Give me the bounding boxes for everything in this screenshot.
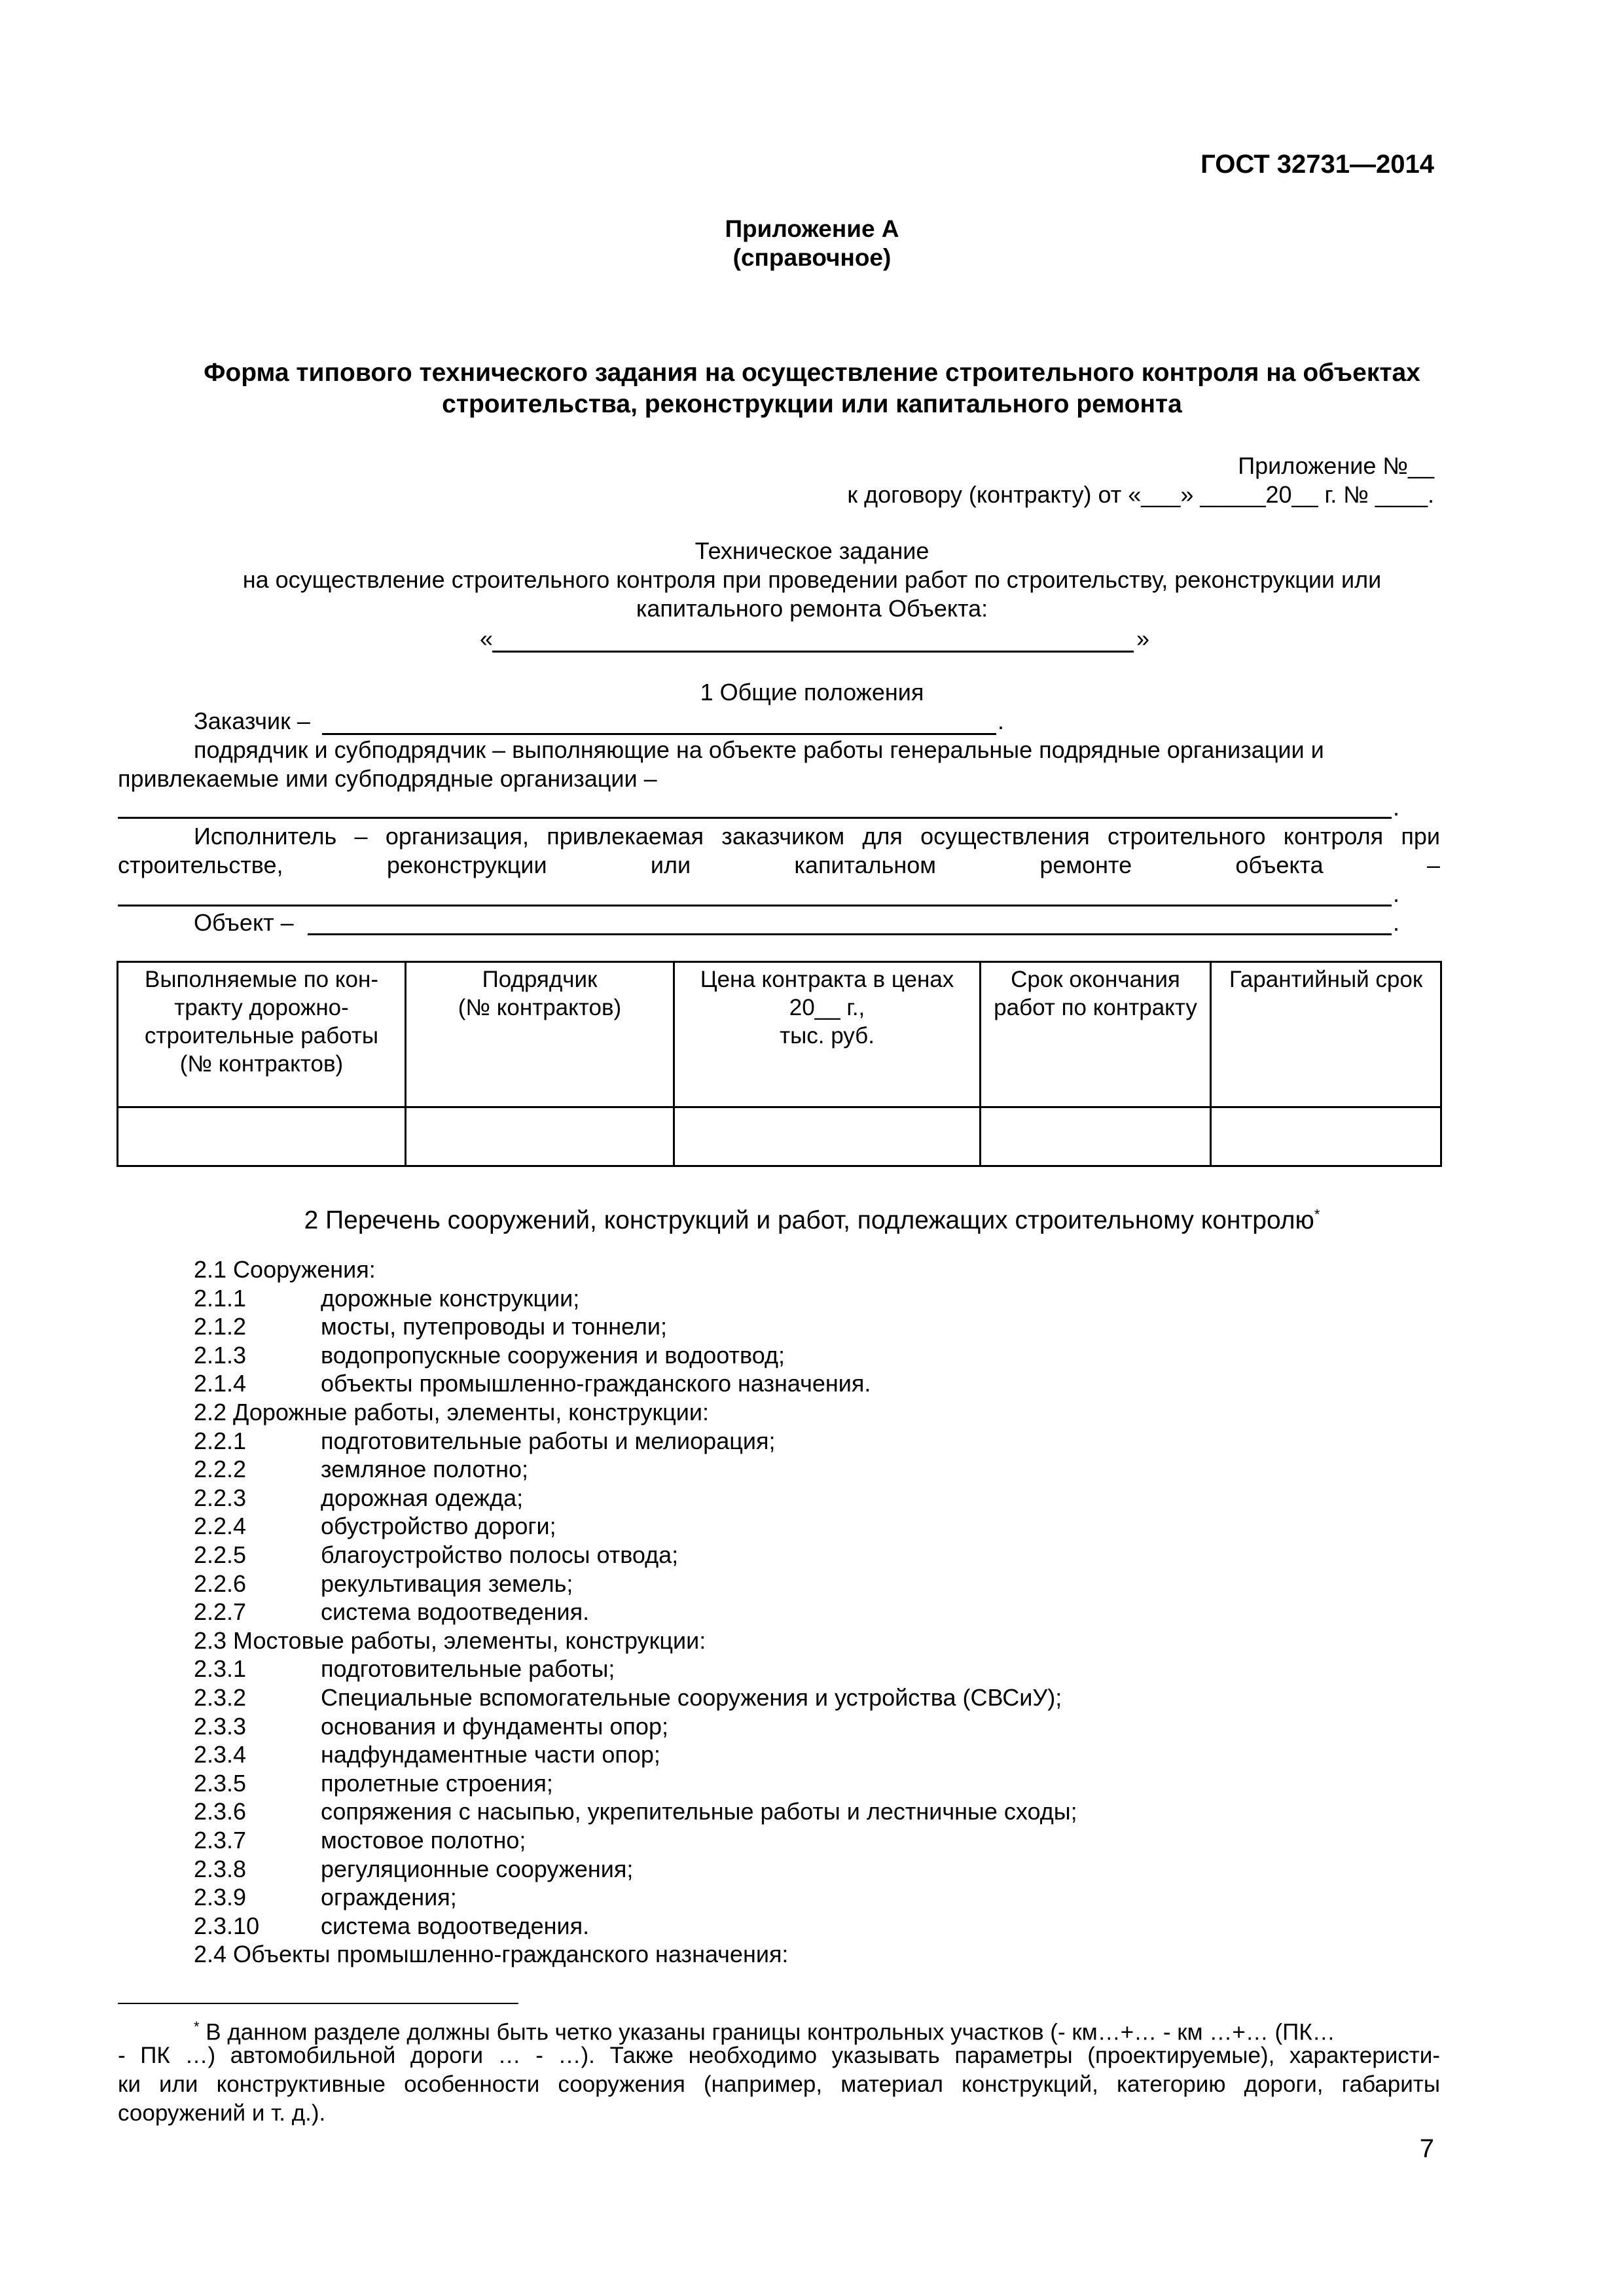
tz-close-quote: » <box>1136 625 1150 652</box>
list-item <box>194 1255 1437 1284</box>
tz-line2: капитального ремонта Объекта: <box>636 595 988 622</box>
appendix-type: (справочное) <box>732 244 892 271</box>
list-item-number: 2.2.5 <box>194 1541 247 1568</box>
object-label: Объект – <box>194 909 294 936</box>
contractor-line2: привлекаемые ими субподрядные организации – <box>118 765 657 792</box>
list-item-text: ограждения; <box>321 1884 457 1911</box>
list-item <box>194 1598 1437 1626</box>
customer-blank <box>322 733 996 735</box>
object-name-blank <box>492 651 1134 653</box>
contractor-line1: подрядчик и субподрядчик – выполняющие на объекте работы генеральные подрядные организации и <box>194 736 1324 763</box>
list-item-text: дорожная одежда; <box>321 1484 524 1511</box>
contracts-table <box>117 961 1442 1167</box>
list-item <box>194 1712 1437 1741</box>
section2-heading: 2 Перечень сооружений, конструкций и работ, подлежащих строительному контролю* <box>304 1206 1320 1234</box>
list-item-text: дорожные конструкции; <box>321 1284 580 1312</box>
list-item-number: 2.3.7 <box>194 1827 247 1854</box>
list-item-number: 2.1.1 <box>194 1284 247 1312</box>
list-item-text: земляное полотно; <box>321 1456 529 1483</box>
table-header-cell: Цена контракта в ценах 20__ г., тыс. руб. <box>674 962 981 1107</box>
table-cell <box>406 1107 674 1166</box>
executor-word: объекта <box>1235 852 1324 878</box>
tz-line1: на осуществление строительного контроля при проведении работ по строительству, реконструкции или <box>242 566 1382 593</box>
contractor-period: . <box>1393 794 1400 821</box>
list-item <box>194 1484 1437 1513</box>
list-item <box>194 1740 1437 1769</box>
customer-label: Заказчик – <box>194 708 310 734</box>
list-item-number: 2.2.1 <box>194 1427 247 1454</box>
object-period: . <box>1393 909 1400 936</box>
list-item-number: 2.2.4 <box>194 1513 247 1540</box>
customer-period: . <box>998 708 1005 734</box>
list-item <box>194 1455 1437 1484</box>
table-header-cell: Срок окончания работ по контракту <box>981 962 1211 1107</box>
footnote-line2: - ПК …) автомобильной дороги … - …). Также необходимо указывать параметры (проектируемые), характеристи- <box>118 2043 1440 2068</box>
list-item <box>194 1683 1437 1712</box>
footnote-line3: ки или конструктивные особенности сооружения (например, материал конструкций, категорию дороги, габариты <box>118 2072 1440 2097</box>
list-item-number: 2.3.9 <box>194 1884 247 1911</box>
list-item-number: 2.1.3 <box>194 1341 247 1369</box>
executor-period: . <box>1393 880 1400 907</box>
list-item-text: подготовительные работы; <box>321 1655 615 1683</box>
list-item <box>194 1940 1437 1969</box>
list-item-text: благоустройство полосы отвода; <box>321 1541 679 1568</box>
table-row <box>118 1107 1441 1166</box>
tz-title: Техническое задание <box>695 537 929 564</box>
list-item-number: 2.2.3 <box>194 1484 247 1511</box>
list-item-text: обустройство дороги; <box>321 1513 556 1540</box>
list-item-text: пролетные строения; <box>321 1769 553 1797</box>
table-header-cell: Подрядчик (№ контрактов) <box>406 962 674 1107</box>
attachment-label: Приложение №__ <box>1238 452 1434 479</box>
list-item <box>194 1398 1437 1427</box>
executor-blank <box>118 905 1392 906</box>
list-item-text: сопряжения с насыпью, укрепительные работы и лестничные сходы; <box>321 1798 1077 1825</box>
executor-dash: – <box>1426 852 1440 878</box>
page-number: 7 <box>1419 2134 1434 2163</box>
list-item-number: 2.1.4 <box>194 1370 247 1397</box>
list-item <box>194 1341 1437 1370</box>
footnote-line4: сооружений и т. д.). <box>118 2100 326 2126</box>
list-item <box>194 1797 1437 1826</box>
list-item-text: регуляционные сооружения; <box>321 1855 634 1882</box>
list-item <box>194 1284 1437 1313</box>
list-item-text: объекты промышленно-гражданского назначения. <box>321 1370 871 1397</box>
list-item-number: 2.3.4 <box>194 1741 247 1768</box>
table-cell <box>1211 1107 1441 1166</box>
list-item-number: 2.3.5 <box>194 1769 247 1797</box>
list-item-number: 2.1.2 <box>194 1313 247 1340</box>
list-item <box>194 1312 1437 1341</box>
list-item-text: система водоотведения. <box>321 1912 590 1939</box>
list-item <box>194 1570 1437 1598</box>
executor-line1: Исполнитель – организация, привлекаемая заказчиком для осуществления строительного контроля при <box>194 823 1440 850</box>
form-title-line1: Форма типового технического задания на осуществление строительного контроля на объектах <box>204 359 1420 387</box>
list-item-number: 2.3.3 <box>194 1712 247 1740</box>
executor-word: строительстве, <box>118 852 283 878</box>
appendix-title: Приложение А <box>725 215 899 242</box>
list-item-number: 2.3.8 <box>194 1855 247 1882</box>
list-item <box>194 1912 1437 1941</box>
standard-number: ГОСТ 32731—2014 <box>1200 150 1434 179</box>
executor-line2 <box>118 851 1440 879</box>
list-item-number: 2.3.2 <box>194 1684 247 1711</box>
list-item-text: водопропускные сооружения и водоотвод; <box>321 1341 785 1369</box>
list-item <box>194 1512 1437 1541</box>
form-title-line2: строительства, реконструкции или капитального ремонта <box>442 390 1182 418</box>
section1-heading: 1 Общие положения <box>700 679 924 706</box>
tz-open-quote: « <box>480 625 494 652</box>
executor-word: ремонте <box>1039 852 1132 878</box>
list-item-text: надфундаментные части опор; <box>321 1741 660 1768</box>
list-item <box>194 1883 1437 1912</box>
list-item <box>194 1369 1437 1398</box>
table-cell <box>118 1107 406 1166</box>
executor-word: реконструкции <box>386 852 547 878</box>
list-item-text: основания и фундаменты опор; <box>321 1712 668 1740</box>
executor-word: капитальном <box>794 852 937 878</box>
list-item-text: рекультивация земель; <box>321 1570 573 1597</box>
list-item-number: 2.2.6 <box>194 1570 247 1597</box>
list-item-number: 2.3.6 <box>194 1798 247 1825</box>
table-cell <box>981 1107 1211 1166</box>
list-item-number: 2.3.10 <box>194 1912 260 1939</box>
footnote-line1: * В данном разделе должны быть четко указаны границы контрольных участков (- км…+… - км …+… (ПК… <box>194 2018 1335 2045</box>
list-item-text: мостовое полотно; <box>321 1827 526 1854</box>
list-item <box>194 1769 1437 1798</box>
list-item-text: мосты, путепроводы и тоннели; <box>321 1313 668 1340</box>
list-item <box>194 1541 1437 1570</box>
list-item-text: Специальные вспомогательные сооружения и устройства (СВСиУ); <box>321 1684 1062 1711</box>
contractor-blank <box>118 817 1392 819</box>
list-item-text: система водоотведения. <box>321 1598 590 1626</box>
list-item-number: 2.3 Мостовые работы, элементы, конструкции: <box>194 1626 706 1654</box>
table-header-cell: Выполняемые по кон- тракту дорожно- строительные работы (№ контрактов) <box>118 962 406 1107</box>
table-cell <box>674 1107 981 1166</box>
attachment-contract-ref: к договору (контракту) от «___» _____20__ г. № ____. <box>847 481 1434 508</box>
list-item-number: 2.2.7 <box>194 1598 247 1626</box>
list-item-number: 2.2.2 <box>194 1456 247 1483</box>
list-item <box>194 1855 1437 1884</box>
list-item <box>194 1655 1437 1683</box>
list-item-number: 2.3.1 <box>194 1655 247 1683</box>
list-item-number: 2.4 Объекты промышленно-гражданского назначения: <box>194 1941 789 1968</box>
table-header-row <box>118 962 1441 1107</box>
list-item-text: подготовительные работы и мелиорация; <box>321 1427 776 1454</box>
list-item <box>194 1826 1437 1855</box>
footnote-separator <box>118 2003 518 2004</box>
list-item-number: 2.1 Сооружения: <box>194 1256 376 1283</box>
list-item <box>194 1427 1437 1456</box>
list-item <box>194 1626 1437 1655</box>
table-header-cell: Гарантийный срок <box>1211 962 1441 1107</box>
list-item-number: 2.2 Дорожные работы, элементы, конструкции: <box>194 1399 709 1426</box>
executor-word: или <box>650 852 691 878</box>
footnote-mark: * <box>1314 1206 1320 1223</box>
object-blank <box>308 933 1392 935</box>
